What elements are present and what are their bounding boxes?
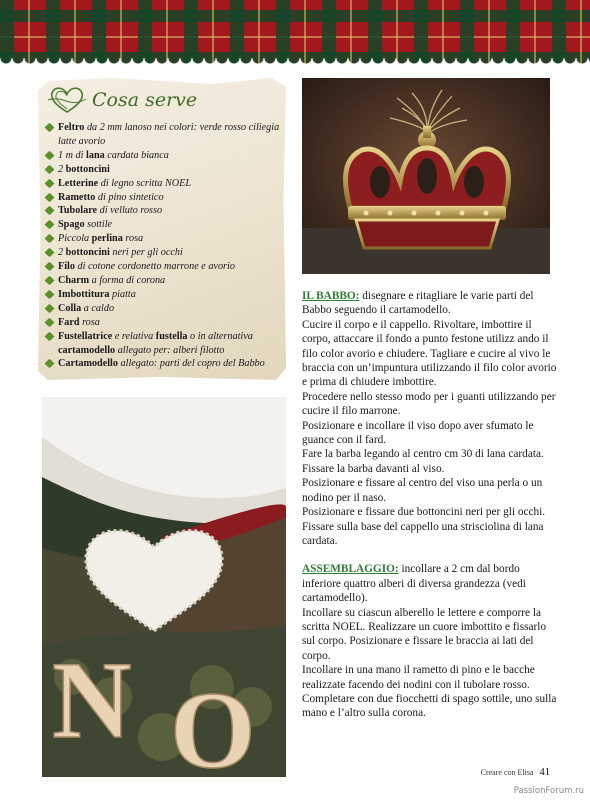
- materials-item: [44, 177, 286, 191]
- materials-item-part: di legno scritta NOEL: [98, 177, 191, 189]
- assemblaggio-intro: incollare a 2 cm dal bordo inferiore quattro alberi di diversa grandezza (vedi cartamodello).: [302, 563, 526, 605]
- materials-item-part: Colla: [58, 302, 82, 314]
- materials-item-part: Spago: [58, 219, 85, 231]
- materials-item-part: di cotone cordonetto marrone e avorio: [74, 261, 235, 273]
- materials-item: [44, 274, 286, 288]
- instruction-line: Procedere nello stesso modo per i guanti utilizzando per cucire il filo marrone.: [302, 390, 556, 418]
- instructions-column: [302, 289, 558, 721]
- materials-item-part: lana: [86, 149, 105, 161]
- babbo-steps: [302, 318, 558, 549]
- crown-charm-illustration: [302, 78, 550, 274]
- materials-item: [44, 121, 286, 149]
- materials-item: [44, 149, 286, 163]
- materials-item-part: bottoncini: [65, 163, 110, 175]
- materials-item-part: o in alternativa: [187, 330, 253, 342]
- materials-item-part: perlina: [91, 233, 123, 245]
- materials-item-part: piatta: [109, 288, 136, 300]
- instruction-line: Fare la barba legando al centro cm 30 di lana cardata.: [302, 448, 544, 461]
- materials-item-part: Rametto: [58, 191, 96, 203]
- materials-item-part: Imbottitura: [58, 288, 110, 300]
- materials-item-part: Cartamodello: [58, 358, 118, 370]
- materials-item-part: di pino sintetico: [95, 191, 164, 203]
- babbo-paragraph: [302, 289, 558, 318]
- materials-item-part: a caldo: [81, 302, 115, 314]
- materials-item: [44, 163, 286, 177]
- instruction-line: Cucire il corpo e il cappello. Rivoltare, imbottire il corpo, attaccare il fondo a punto festone utilizz ando il filo color avorio e chiudere. Tagliare e cucire al vivo le braccia con un’impuntura utilizzando il filo color avorio e prima di chiudere imbottire.: [302, 318, 557, 389]
- letter-o: O: [170, 669, 256, 777]
- heart-doodle-icon: [46, 85, 88, 115]
- plaid-header-band: [0, 0, 590, 64]
- materials-item-part: e relativa: [112, 330, 156, 342]
- materials-item: [44, 218, 286, 232]
- materials-item: [44, 232, 286, 246]
- materials-item-part: fustella: [155, 330, 188, 342]
- materials-item: [44, 288, 286, 302]
- materials-item-part: Tubolare: [58, 205, 98, 217]
- page-footer: [481, 767, 550, 778]
- instruction-line: Incollare su ciascun alberello le lettere e comporre la scritta NOEL. Realizzare un cuore imbottito e fissarlo sul corpo. Posizionare e fissare le braccia ai lati del corpo.: [302, 606, 547, 662]
- materials-item: [44, 204, 286, 218]
- watermark: PassionForum.ru: [513, 786, 584, 796]
- materials-item: [44, 316, 286, 330]
- letter-n: N: [52, 639, 132, 761]
- materials-title-text: Cosa serve: [92, 89, 198, 111]
- instruction-line: Posizionare e fissare al centro del viso una perla o un nodino per il naso.: [302, 477, 543, 504]
- materials-item-part: Charm: [58, 274, 90, 286]
- instruction-line: Completare con due fiocchetti di spago sottile, uno sulla mano e l’altro sulla corona.: [302, 692, 557, 720]
- babbo-label: IL BABBO:: [302, 290, 360, 302]
- instruction-line: Fissare la barba davanti al viso.: [302, 462, 445, 475]
- materials-item-part: Fard: [58, 316, 80, 328]
- materials-item: [44, 357, 286, 371]
- materials-item-part: 2: [58, 163, 66, 175]
- materials-item-part: 1 m di: [58, 149, 87, 161]
- materials-item-part: neri per gli occhi: [109, 247, 183, 259]
- materials-item-part: 2: [58, 247, 66, 259]
- materials-item-part: Filo: [58, 261, 75, 273]
- instruction-line: Posizionare e fissare due bottoncini neri per gli occhi.: [302, 506, 546, 519]
- materials-item-part: allegato: parti del copro del Babbo: [117, 358, 265, 370]
- materials-item-part: cartamodello: [58, 344, 116, 356]
- felt-heart-illustration: [42, 397, 286, 777]
- materials-item-part: di velluto rosso: [97, 205, 163, 217]
- materials-item: [44, 191, 286, 205]
- babbo-intro: disegnare e ritagliare le varie parti del Babbo seguendo il cartamodello.: [302, 290, 534, 317]
- materials-item-part: Fustellatrice: [58, 330, 113, 342]
- magazine-name: Creare con Elisa: [480, 768, 534, 777]
- assemblaggio-steps: [302, 606, 558, 721]
- materials-item-part: Letterine: [58, 177, 99, 189]
- plaid-scalloped-edge: [0, 58, 590, 68]
- crown-photo: [302, 78, 550, 274]
- assemblaggio-label: ASSEMBLAGGIO:: [302, 563, 399, 576]
- materials-item-part: allegato per: alberi filotto: [115, 344, 225, 356]
- materials-item: [44, 260, 286, 274]
- materials-item-part: rosa: [79, 316, 100, 328]
- materials-title: [46, 82, 197, 118]
- materials-item-part: sottile: [84, 219, 113, 231]
- materials-item-part: a forma di corona: [89, 274, 166, 286]
- materials-item-part: da 2 mm lanoso nei colori: verde rosso ciliegia latte avorio: [58, 122, 280, 147]
- instruction-line: Incollare in una mano il rametto di pino e le bacche realizzate facendo dei nodini con il tubolare rosso.: [302, 664, 535, 691]
- materials-item-part: cardata bianca: [104, 149, 169, 161]
- page-number: 41: [539, 767, 550, 778]
- materials-item-part: Feltro: [58, 122, 85, 133]
- materials-list: [44, 121, 286, 371]
- assemblaggio-paragraph: [302, 562, 558, 605]
- heart-noel-photo: [42, 397, 286, 777]
- instruction-line: Posizionare e incollare il viso dopo aver sfumato le guance con il fard.: [302, 419, 534, 447]
- materials-item: [44, 330, 286, 358]
- materials-item: [44, 302, 286, 316]
- materials-item-part: Piccola: [58, 233, 92, 245]
- materials-item: [44, 246, 286, 260]
- materials-item-part: rosa: [122, 233, 144, 245]
- instruction-line: Fissare sulla base del cappello una strisciolina di lana cardata.: [302, 520, 544, 547]
- materials-item-part: bottoncini: [65, 247, 110, 259]
